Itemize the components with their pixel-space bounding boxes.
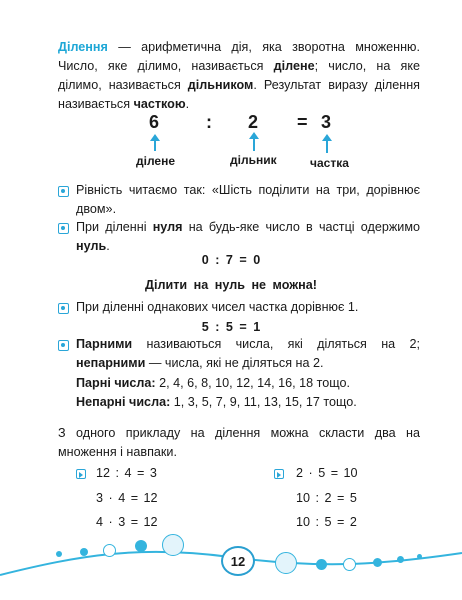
term-zero-result: нуль <box>76 239 107 253</box>
term-quotient: часткою <box>133 97 186 111</box>
left-example-3: 4 · 3 = 12 <box>96 515 158 529</box>
example-colon: : <box>206 112 212 132</box>
term-divisor: дільником <box>187 78 254 92</box>
bullet-icon <box>58 186 69 197</box>
decor-dot <box>316 559 327 570</box>
outro-paragraph: З одного прикладу на ділення можна скласти два на множення і навпаки. <box>58 426 420 459</box>
rule-zero-text-3: . <box>106 239 110 253</box>
decor-dot <box>80 548 88 556</box>
odd-numbers-label: Непарні числа: <box>76 395 171 409</box>
even-numbers-values: 2, 4, 6, 8, 10, 12, 14, 16, 18 тощо. <box>155 376 351 390</box>
term-even: Парними <box>76 337 133 351</box>
page-number: 12 <box>221 546 255 576</box>
example-quotient: 3 <box>321 112 332 132</box>
even-numbers-line <box>76 374 426 393</box>
rule-reading: Рівність читаємо так: «Шість поділити на три, дорівнює двом». <box>76 183 420 216</box>
decor-circle <box>275 552 297 574</box>
rule-zero-text-1: При діленні <box>76 220 153 234</box>
odd-numbers-line <box>76 393 426 412</box>
rule-even-odd <box>76 335 420 373</box>
label-quotient: частка <box>310 156 349 170</box>
intro-text-3: . Результат виразу ділення називається <box>58 78 420 111</box>
decor-dot <box>56 551 62 557</box>
rule-odd-text: — числа, які не діляться на 2. <box>145 356 324 370</box>
arrow-dividend <box>154 140 156 151</box>
intro-text-4: . <box>185 97 190 111</box>
left-example-2: 3 · 4 = 12 <box>96 491 158 505</box>
intro-text-2: ; число, на яке ділимо, називається <box>58 59 420 92</box>
label-divisor: дільник <box>230 153 277 167</box>
intro-paragraph <box>58 38 420 114</box>
left-example-1: 12 : 4 = 3 <box>96 466 157 480</box>
decor-dot <box>397 556 404 563</box>
no-zero-warning: Ділити на нуль не можна! <box>145 278 317 292</box>
arrow-divisor <box>253 138 255 151</box>
example-dividend: 6 <box>149 112 160 132</box>
right-example-2: 10 : 2 = 5 <box>296 491 357 505</box>
decor-circle <box>103 544 116 557</box>
example-equals: = <box>297 112 308 132</box>
play-icon <box>76 469 86 479</box>
term-odd: непарними <box>76 356 146 370</box>
bullet-icon <box>58 223 69 234</box>
term-division: Ділення <box>58 40 108 54</box>
odd-numbers-values: 1, 3, 5, 7, 9, 11, 13, 15, 17 тощо. <box>170 395 357 409</box>
term-dividend: ділене <box>273 59 315 73</box>
decor-dot <box>417 554 422 559</box>
decor-dot <box>135 540 147 552</box>
decor-circle <box>162 534 184 556</box>
rule-even-text: називаються числа, які діляться на 2; <box>132 337 420 351</box>
term-zero: нуля <box>152 220 183 234</box>
zero-equation: 0 : 7 = 0 <box>201 253 261 267</box>
intro-text-1: — арифметична дія, яка зворотна множенню. Число, яке ділимо, називається <box>58 40 420 73</box>
rule-same-numbers: При діленні однакових чисел частка дорівнює 1. <box>76 300 359 314</box>
decor-dot <box>373 558 382 567</box>
rule-zero-division <box>76 218 420 256</box>
arrow-quotient <box>326 140 328 153</box>
same-equation: 5 : 5 = 1 <box>201 320 261 334</box>
bullet-icon <box>58 303 69 314</box>
right-example-1: 2 · 5 = 10 <box>296 466 358 480</box>
label-dividend: ділене <box>136 154 176 168</box>
decor-circle <box>343 558 356 571</box>
rule-zero-text-2: на будь-яке число в частці одержимо <box>182 220 420 234</box>
bullet-icon <box>58 340 69 351</box>
play-icon <box>274 469 284 479</box>
even-numbers-label: Парні числа: <box>76 376 156 390</box>
example-divisor: 2 <box>248 112 259 132</box>
right-example-3: 10 : 5 = 2 <box>296 515 357 529</box>
